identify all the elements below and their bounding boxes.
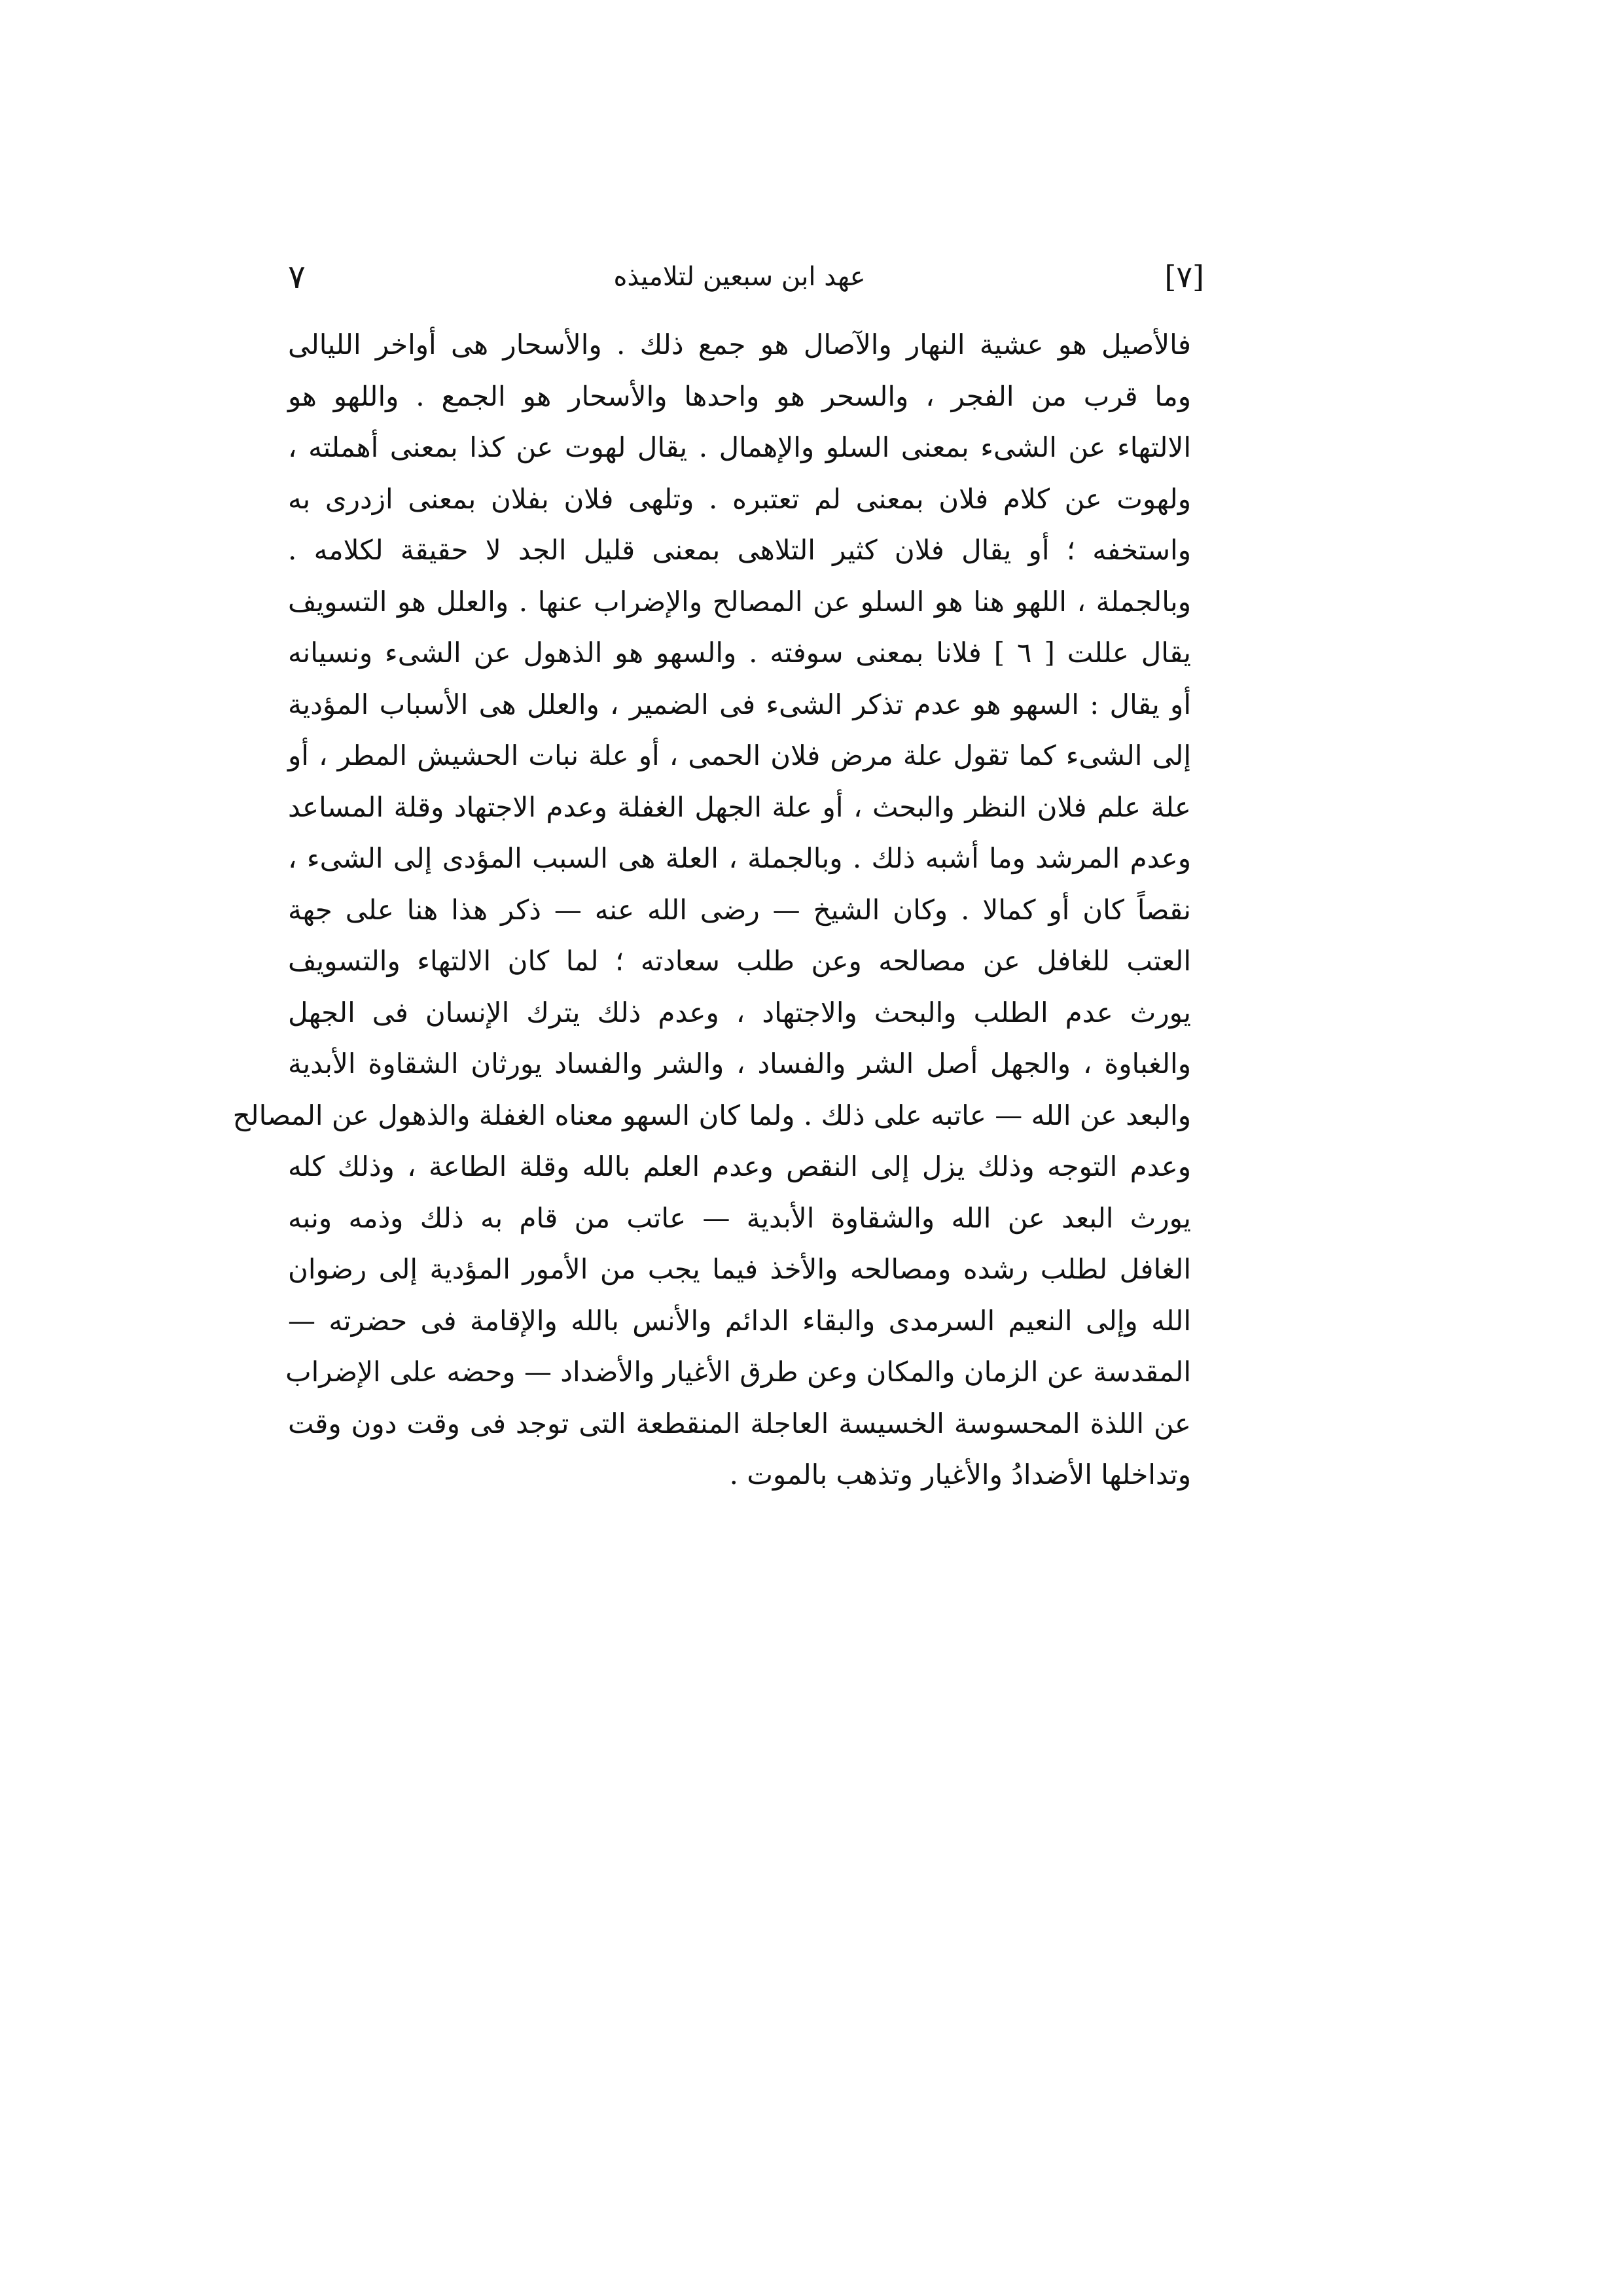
text-line: الالتهاء عن الشىء بمعنى السلو والإهمال . يقال لهوت عن كذا بمعنى أهملته ، [288, 431, 1191, 463]
text-line: وبالجملة ، اللهو هنا هو السلو عن المصالح والإضراب عنها . والعلل هو التسويف [288, 585, 1191, 618]
text-line: نقصاً كان أو كمالا . وكان الشيخ — رضى الله عنه — ذكر هذا هنا على جهة [288, 893, 1191, 926]
text-line: وتداخلها الأضدادُ والأغيار وتذهب بالموت . [729, 1458, 1191, 1491]
body-text [232, 319, 1192, 1501]
text-line: إلى الشىء كما تقول علة مرض فلان الحمى ، أو علة نبات الحشيش المطر ، أو [288, 739, 1191, 771]
text-line: المقدسة عن الزمان والمكان وعن طرق الأغيار والأضداد — وحضه على الإضراب [285, 1356, 1191, 1388]
text-line: وما قرب من الفجر ، والسحر هو واحدها والأسحار هو الجمع . واللهو هو [288, 380, 1191, 412]
text-line: ولهوت عن كلام فلان بمعنى لم تعتبره . وتلهى فلان بفلان بمعنى ازدرى به [288, 482, 1191, 515]
text-line: والبعد عن الله — عاتبه على ذلك . ولما كان السهو معناه الغفلة والذهول عن المصالح [232, 1099, 1191, 1131]
text-line: الغافل لطلب رشده ومصالحه والأخذ فيما يجب من الأمور المؤدية إلى رضوان [288, 1253, 1191, 1285]
text-line: عن اللذة المحسوسة الخسيسة العاجلة المنقطعة التى توجد فى وقت دون وقت [288, 1407, 1191, 1439]
text-line: أو يقال : السهو هو عدم تذكر الشىء فى الضمير ، والعلل هى الأسباب المؤدية [288, 688, 1191, 720]
text-line: يقال عللت [ ٦ ] فلانا بمعنى سوفته . والسهو هو الذهول عن الشىء ونسيانه [288, 637, 1192, 669]
text-line: العتب للغافل عن مصالحه وعن طلب سعادته ؛ لما كان الالتهاء والتسويف [288, 945, 1191, 977]
text-line: يورث عدم الطلب والبحث والاجتهاد ، وعدم ذلك يترك الإنسان فى الجهل [288, 996, 1191, 1029]
page-header [275, 254, 1204, 300]
page-number: ٧ [288, 258, 306, 296]
running-title: عهد ابن سبعين لتلاميذه [613, 262, 866, 292]
text-line: وعدم التوجه وذلك يزل إلى النقص وعدم العلم بالله وقلة الطاعة ، وذلك كله [288, 1150, 1191, 1182]
text-line: الله وإلى النعيم السرمدى والبقاء الدائم والأنس بالله والإقامة فى حضرته — [288, 1304, 1191, 1337]
text-line: فالأصيل هو عشية النهار والآصال هو جمع ذلك . والأسحار هى أواخر الليالى [288, 328, 1191, 361]
text-line: وعدم المرشد وما أشبه ذلك . وبالجملة ، العلة هى السبب المؤدى إلى الشىء ، [288, 842, 1191, 874]
text-line: واستخفه ؛ أو يقال فلان كثير التلاهى بمعنى قليل الجد لا حقيقة لكلامه . [288, 534, 1191, 566]
section-marker: [٧] [1164, 259, 1204, 294]
text-line: علة علم فلان النظر والبحث ، أو علة الجهل الغفلة وعدم الاجتهاد وقلة المساعد [288, 790, 1191, 823]
text-line: يورث البعد عن الله والشقاوة الأبدية — عاتب من قام به ذلك وذمه ونبه [288, 1201, 1191, 1234]
text-line: والغباوة ، والجهل أصل الشر والفساد ، والشر والفساد يورثان الشقاوة الأبدية [288, 1048, 1191, 1080]
